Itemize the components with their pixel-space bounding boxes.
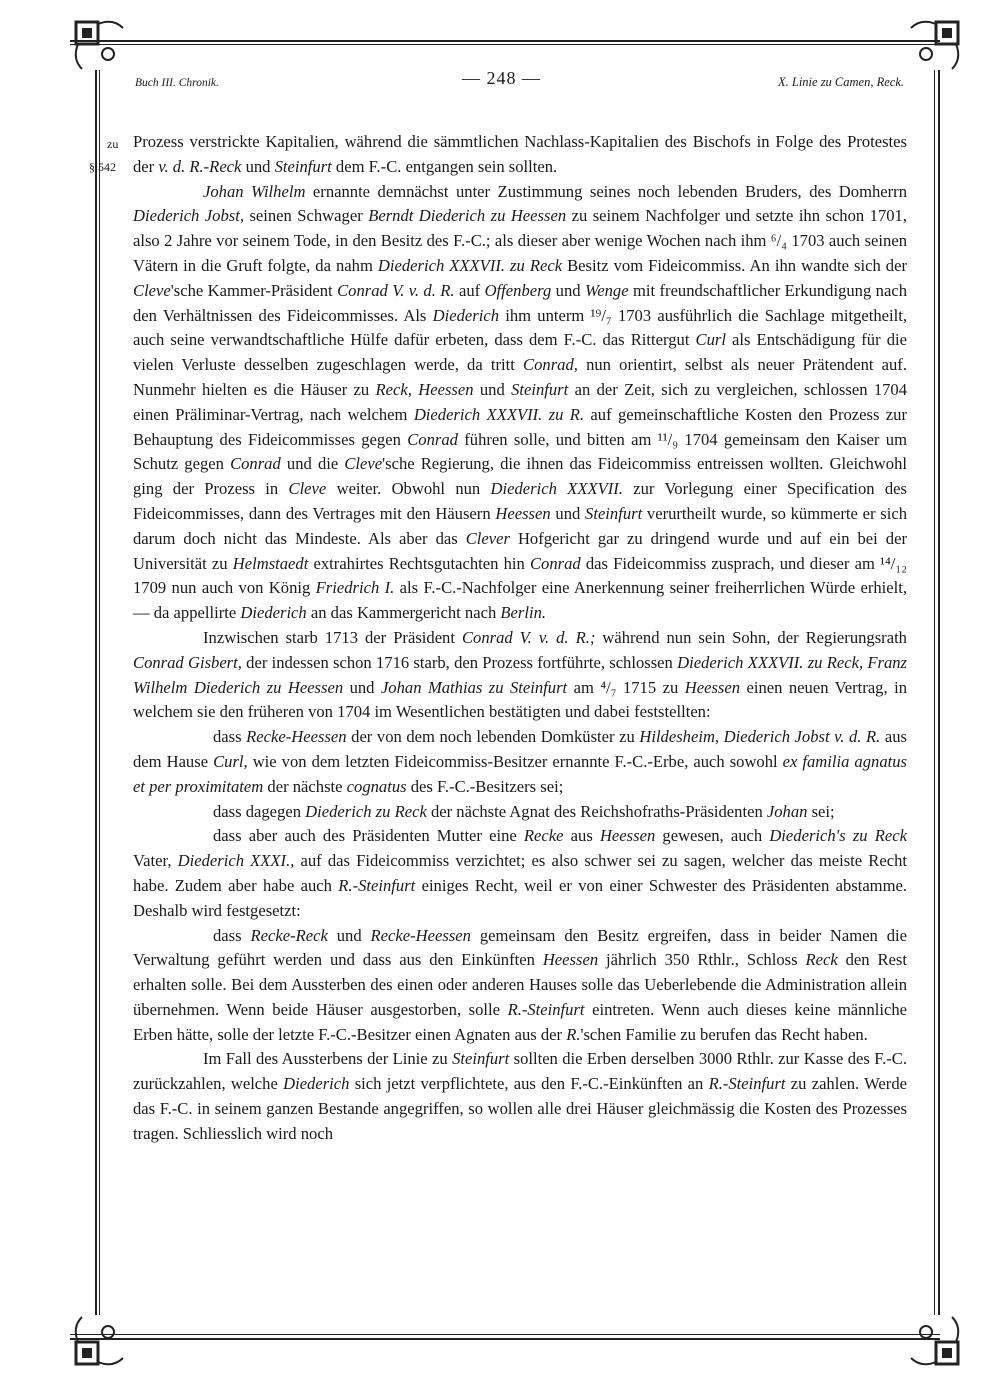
text-run: Im Fall des Aussterbens der Linie zu — [203, 1049, 453, 1069]
paragraph — [133, 130, 907, 180]
text-run: nun orientirt, selbst als neuer Prätendent auf. Nunmehr hielten es die Häuser zu — [133, 355, 907, 399]
frame-right-line-inner — [934, 70, 935, 1315]
italic-run: Offenberg — [484, 280, 552, 300]
italic-run: Cleve — [133, 280, 171, 300]
paragraph — [133, 725, 907, 799]
text-run: einen neuen Vertrag, in welchem sie den früheren von 1704 im Wesentlichen bestätigten und dabei feststellten: — [133, 677, 907, 722]
italic-run: Diederich — [432, 305, 499, 325]
italic-run: R.-Steinfurt — [338, 875, 416, 895]
text-run: zu seinem Nachfolger und setzte ihn schon 1701, also 2 Jahre vor seinem Tode, in den Besitz des F.-C.; als dieser aber wenige Wochen nach ihm ⁶/₄ 1703 auch seinen Vätern in die Gruft folgte, da nahm — [133, 206, 907, 275]
italic-run: Diederich XXXVII. — [490, 479, 623, 499]
paragraph — [133, 824, 907, 923]
text-run: als F.-C.-Nachfolger eine Anerkennung seiner freiherrlichen Würde erhielt, — da appellirte — [133, 578, 907, 623]
text-run: 'schen Familie zu berufen das Recht haben. — [580, 1024, 868, 1044]
text-run: zur Vorlegung einer Specification des Fideicommisses, dann des Vertrages mit den Häusern — [133, 479, 908, 523]
margin-note-zu: zu — [107, 137, 119, 151]
italic-run: Conrad — [407, 429, 458, 449]
italic-run: Conrad V. v. d. R.; — [461, 627, 596, 647]
text-run: den Rest erhalten solle. Bei dem Aussterben des einen oder anderen Hauses solle das Ueberlebende die Administration allein übernehmen. Wenn beide Häuser ausgestorben, solle — [133, 950, 907, 1019]
text-run: mit freundschaftlicher Erkundigung nach den Verhältnissen des Fideicommisses. Als — [133, 280, 907, 325]
text-run: zu zahlen. Werde das F.-C. in seinem ganzen Bestande angegriffen, so wollen alle drei Häuser gleichmässig die Kosten des Prozesses tragen. Schliesslich wird noch — [133, 1074, 907, 1143]
italic-run: R. — [566, 1024, 581, 1044]
text-run: an das Kammergericht nach — [306, 603, 501, 623]
italic-run: Conrad V. v. d. R. — [337, 280, 455, 300]
text-run: aus — [563, 826, 600, 846]
text-run: der nächste — [263, 776, 347, 796]
italic-run: Conrad — [230, 454, 281, 474]
italic-run: Steinfurt — [274, 156, 332, 176]
italic-run: Friedrich I. — [315, 578, 395, 598]
italic-run: Clever — [465, 528, 510, 548]
frame-right-line — [938, 70, 940, 1315]
italic-run: Curl — [695, 330, 726, 350]
text-run: führen solle, und bitten am ¹¹/₉ 1704 gemeinsam den Kaiser um Schutz gegen — [133, 429, 907, 474]
text-run: gemeinsam den Besitz ergreifen, dass in beider Namen die Verwaltung geführt werden und dass aus den Einkünften — [133, 925, 907, 970]
header-left: Buch III. Chronik. — [135, 77, 219, 89]
text-run: Hofgericht gar zu dringend wurde und auf ein bei der Universität zu — [133, 528, 907, 573]
text-run: als Entschädigung für die vielen Verluste desselben zugeschlagen werde, da tritt — [133, 330, 907, 375]
text-run: der indessen schon 1716 starb, den Prozess fortführte, schlossen — [241, 652, 678, 672]
text-run: am ⁴/₇ 1715 zu — [567, 677, 685, 697]
frame-top-line-inner — [70, 44, 940, 45]
frame-left-line — [95, 70, 97, 1315]
text-run: sei; — [807, 801, 835, 821]
text-run: seinen Schwager — [243, 206, 369, 226]
paragraph — [133, 1047, 907, 1146]
text-run: und — [343, 677, 381, 697]
text-run: dem F.-C. entgangen sein sollten. — [331, 156, 558, 176]
italic-run: Steinfurt — [511, 379, 569, 399]
frame-bottom-line — [70, 1338, 940, 1340]
italic-run: Heessen — [542, 950, 599, 970]
text-run: jährlich 350 Rthlr., Schloss — [598, 950, 806, 970]
italic-run: Steinfurt — [585, 503, 643, 523]
italic-run: Recke-Heessen — [370, 925, 471, 945]
italic-run: R.-Steinfurt — [708, 1074, 786, 1094]
text-run: auf — [454, 280, 485, 300]
italic-run: Diederich Jobst, — [133, 206, 244, 226]
italic-run: Heessen — [599, 826, 656, 846]
page-number: — 248 — — [462, 68, 541, 88]
text-run: und die — [280, 454, 345, 474]
italic-run: Curl, — [213, 751, 248, 771]
paragraph — [133, 800, 907, 825]
text-run: aus dem Hause — [133, 727, 908, 771]
italic-run: Diederich XXXVII. zu R. — [413, 404, 585, 424]
italic-run: Berndt Diederich zu Heessen — [368, 206, 567, 226]
text-run: dass — [213, 727, 247, 747]
text-run: dass dagegen — [213, 801, 306, 821]
text-run: eintreten. Wenn auch dieses keine männliche Erben hätte, solle der letzte F.-C.-Besitzer einen Agnaten aus der — [133, 999, 907, 1044]
text-run: weiter. Obwohl nun — [326, 479, 491, 499]
text-run: und — [473, 379, 512, 399]
frame-top-line — [70, 40, 940, 42]
text-run: dass aber auch des Präsidenten Mutter eine — [213, 826, 524, 846]
italic-run: Wenge — [584, 280, 629, 300]
paragraph — [133, 180, 907, 626]
text-run: auf das Fideicommiss verzichtet; es also schwer sei zu sagen, welcher das meiste Recht habe. Zudem aber habe auch — [133, 851, 907, 895]
running-header — [0, 64, 1000, 94]
italic-run: ex familia agnatus et per proximitatem — [133, 751, 907, 796]
italic-run: v. d. R.-Reck — [158, 156, 242, 176]
text-run: ihm unterm ¹⁹/₇ 1703 ausführlich die Sachlage mitgetheilt, auch seine verwandtschaftliche Hülfe dafür erbeten, dass dem F.-C. das Rittergut — [133, 305, 907, 350]
italic-run: Diederich XXXI., — [177, 851, 295, 871]
corner-ornament-bottom-left — [68, 1312, 128, 1372]
italic-run: Steinfurt — [452, 1049, 510, 1069]
text-run: verurtheilt wurde, so kümmerte er sich darum doch nicht das Mindeste. Als aber das — [133, 503, 907, 548]
header-right: X. Linie zu Camen, Reck. — [777, 75, 904, 89]
italic-run: Helmstaedt — [232, 553, 309, 573]
text-run: und — [241, 156, 275, 176]
text-run: extrahirtes Rechtsgutachten hin — [308, 553, 530, 573]
text-run: und — [327, 925, 371, 945]
italic-run: Conrad, — [523, 355, 578, 375]
italic-run: Recke-Reck — [250, 925, 328, 945]
italic-run: Berlin. — [500, 603, 547, 623]
italic-run: Hildesheim, Diederich Jobst v. d. R. — [639, 727, 881, 747]
italic-run: Diederich zu Reck — [305, 801, 427, 821]
italic-run: Johan Wilhelm — [203, 181, 306, 201]
italic-run: Cleve — [344, 454, 383, 474]
italic-run: Recke — [523, 826, 564, 846]
italic-run: Reck, Heessen — [375, 379, 474, 399]
italic-run: R.-Steinfurt — [507, 999, 585, 1019]
text-run: an der Zeit, sich zu vergleichen, schlossen 1704 einen Präliminar-Vertrag, nach welchem — [133, 379, 908, 424]
body-text — [133, 130, 907, 1147]
text-run: wie von dem letzten Fideicommiss-Besitzer ernannte F.-C.-Erbe, auch sowohl — [247, 751, 783, 771]
italic-run: Heessen — [495, 503, 551, 523]
corner-ornament-bottom-right — [906, 1312, 966, 1372]
italic-run: Johan Mathias zu Steinfurt — [380, 677, 568, 697]
text-run: auf gemeinschaftliche Kosten den Prozess zur Behauptung des Fideicommisses gegen — [133, 404, 907, 449]
text-run: Prozess verstrickte Kapitalien, während die sämmtlichen Nachlass-Kapitalien des Bischofs in Folge des Protestes der — [133, 132, 907, 176]
text-run: sollten die Erben derselben 3000 Rthlr. zur Kasse des F.-C. zurückzahlen, welche — [133, 1049, 907, 1094]
paragraph — [133, 924, 907, 1048]
italic-run: Heessen — [684, 677, 741, 697]
text-run: des F.-C.-Besitzers sei; — [406, 776, 564, 796]
italic-run: Recke-Heessen — [246, 727, 347, 747]
text-run: und — [550, 503, 586, 523]
frame-left-line-inner — [99, 70, 100, 1315]
text-run: dass — [213, 925, 251, 945]
italic-run: Diederich — [240, 603, 307, 623]
margin-note-section: § 542 — [89, 160, 116, 174]
text-run: ernannte demnächst unter Zustimmung seines noch lebenden Bruders, des Domherrn — [305, 181, 908, 201]
italic-run: Diederich's zu Reck — [769, 826, 907, 846]
text-run: Vater, — [133, 851, 178, 871]
italic-run: Diederich XXXVII. zu Reck, Franz Wilhelm Diederich zu Heessen — [133, 652, 907, 697]
italic-run: Cleve — [288, 479, 327, 499]
italic-run: Reck — [805, 950, 838, 970]
text-run: gewesen, auch — [655, 826, 770, 846]
text-run: das Fideicommiss zusprach, und dieser am ¹⁴/₁₂ 1709 nun auch von König — [133, 553, 907, 598]
italic-run: cognatus — [346, 776, 407, 796]
text-run: sich jetzt verpflichtete, aus den F.-C.-Einkünften an — [349, 1074, 709, 1094]
italic-run: Johan — [766, 801, 808, 821]
frame-bottom-line-inner — [70, 1334, 940, 1335]
italic-run: Diederich — [283, 1074, 350, 1094]
paragraph — [133, 626, 907, 725]
text-run: während nun sein Sohn, der Regierungsrath — [595, 627, 907, 647]
text-run: 'sche Kammer-Präsident — [170, 280, 338, 300]
text-run: der von dem noch lebenden Domküster zu — [346, 727, 640, 747]
text-run: einiges Recht, weil er von einer Schwester des Präsidenten abstamme. Deshalb wird festgesetzt: — [133, 875, 908, 920]
text-run: der nächste Agnat des Reichshofraths-Präsidenten — [426, 801, 767, 821]
text-run: Inzwischen starb 1713 der Präsident — [203, 627, 462, 647]
italic-run: Conrad Gisbert, — [133, 652, 242, 672]
text-run: Besitz vom Fideicommiss. An ihn wandte sich der — [562, 255, 907, 275]
text-run: und — [551, 280, 585, 300]
italic-run: Conrad — [529, 553, 581, 573]
text-run: 'sche Regierung, die ihnen das Fideicommiss entreissen wollten. Gleichwohl ging der Prozess in — [133, 454, 907, 499]
italic-run: Diederich XXXVII. zu Reck — [377, 255, 563, 275]
